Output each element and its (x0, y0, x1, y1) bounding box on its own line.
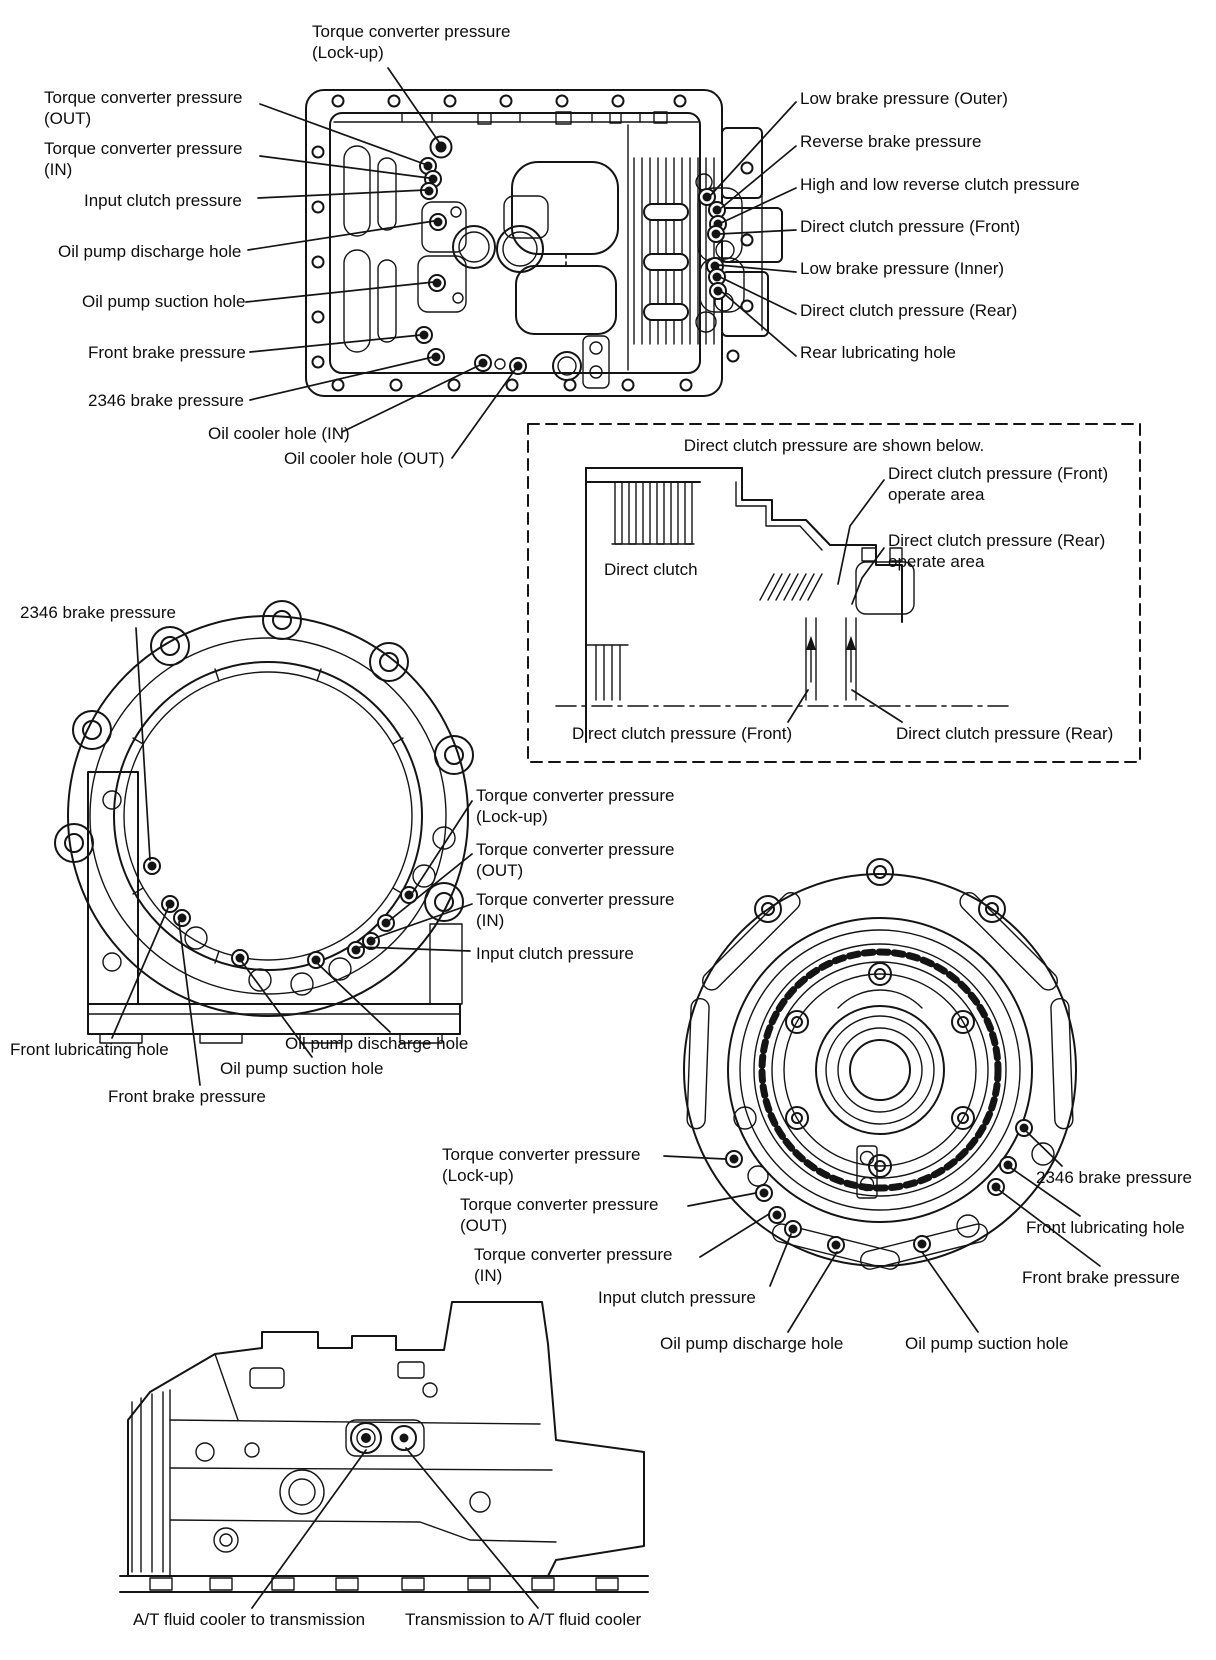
label-pump-discharge-case: Oil pump discharge hole (58, 242, 242, 261)
label-low-brake-outer: Low brake pressure (Outer) (800, 89, 1008, 108)
label-input-clutch-case: Input clutch pressure (84, 191, 242, 210)
label-low-brake-inner: Low brake pressure (Inner) (800, 259, 1005, 278)
label-pump-discharge-pump: Oil pump discharge hole (660, 1334, 844, 1353)
housing-ribs (132, 1390, 170, 1576)
label-transmission-to-cooler: Transmission to A/T fluid cooler (405, 1610, 642, 1629)
case-bottom-drawing (306, 90, 782, 396)
flow-arrow-icon (806, 636, 856, 682)
label-front-passage: Direct clutch pressure (Front) (572, 724, 793, 743)
label-direct-rear-case: Direct clutch pressure (Rear) (800, 301, 1018, 320)
label-cooler-to-transmission: A/T fluid cooler to transmission (133, 1610, 366, 1629)
label-2346-brake-case: 2346 brake pressure (88, 391, 244, 410)
label-rear-passage: Direct clutch pressure (Rear) (896, 724, 1114, 743)
housing-front-pressure-ports (144, 858, 417, 968)
label-reverse-brake: Reverse brake pressure (800, 132, 982, 151)
flange-tabs (150, 1578, 618, 1590)
flange-slots (687, 889, 1073, 1271)
label-tc-out-pump: Torque converter pressure (OUT) (460, 1195, 659, 1235)
label-oil-cooler-out: Oil cooler hole (OUT) (284, 449, 445, 468)
label-rear-operate-area: Direct clutch pressure (Rear) operate area (888, 531, 1106, 571)
inset-title: Direct clutch pressure are shown below. (683, 436, 985, 455)
label-front-operate-area: Direct clutch pressure (Front) operate area (888, 464, 1109, 504)
label-input-clutch-housing: Input clutch pressure (476, 944, 634, 963)
label-front-brake-pump: Front brake pressure (1022, 1268, 1180, 1287)
label-tc-in-pump: Torque converter pressure (IN) (474, 1245, 673, 1285)
label-tc-out-case: Torque converter pressure (OUT) (44, 88, 243, 128)
housing-front-drawing (55, 601, 473, 1043)
direct-clutch-inset-leader-lines (788, 480, 902, 722)
label-tc-lockup-case: Torque converter pressure (Lock-up) (312, 22, 511, 62)
spring-hatch (760, 574, 822, 600)
label-high-low-reverse: High and low reverse clutch pressure (800, 175, 1080, 194)
label-oil-cooler-in: Oil cooler hole (IN) (208, 424, 350, 443)
label-pump-suction-housing: Oil pump suction hole (220, 1059, 384, 1078)
label-pump-discharge-housing: Oil pump discharge hole (285, 1034, 469, 1053)
label-front-brake-case: Front brake pressure (88, 343, 246, 362)
label-front-lub-pump: Front lubricating hole (1026, 1218, 1185, 1237)
label-direct-clutch: Direct clutch (604, 560, 698, 579)
case-side-drawing (120, 1302, 648, 1592)
label-tc-in-case: Torque converter pressure (IN) (44, 139, 243, 179)
case-side-leader-lines (252, 1448, 538, 1608)
label-rear-lubricating: Rear lubricating hole (800, 343, 956, 362)
label-tc-in-housing: Torque converter pressure (IN) (476, 890, 675, 930)
label-2346-brake-pump: 2346 brake pressure (1036, 1168, 1192, 1187)
label-tc-lockup-housing: Torque converter pressure (Lock-up) (476, 786, 675, 826)
label-pump-suction-case: Oil pump suction hole (82, 292, 246, 311)
label-tc-out-housing: Torque converter pressure (OUT) (476, 840, 675, 880)
label-2346-brake-housing: 2346 brake pressure (20, 603, 176, 622)
pump-face-drawing (684, 859, 1076, 1271)
label-direct-front-case: Direct clutch pressure (Front) (800, 217, 1021, 236)
label-tc-lockup-pump: Torque converter pressure (Lock-up) (442, 1145, 641, 1185)
label-front-lub-housing: Front lubricating hole (10, 1040, 169, 1059)
label-pump-suction-pump: Oil pump suction hole (905, 1334, 1069, 1353)
label-front-brake-housing: Front brake pressure (108, 1087, 266, 1106)
housing-front-leader-lines (112, 628, 472, 1085)
label-input-clutch-pump: Input clutch pressure (598, 1288, 756, 1307)
